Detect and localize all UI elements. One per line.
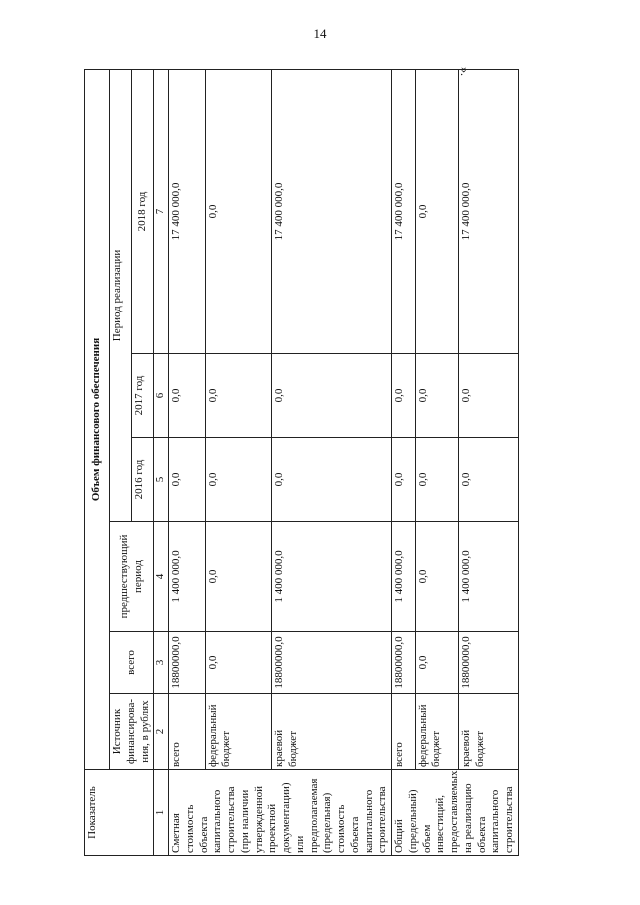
financing-table: [84, 69, 519, 856]
col-num: 4: [154, 522, 169, 632]
prev-cell: 0,0: [415, 522, 458, 632]
table-row: [205, 69, 272, 855]
y2017-cell: 0,0: [205, 354, 272, 438]
header-previous: предшествующий период: [110, 522, 154, 632]
y2018-cell: 17 400 000,0: [169, 69, 206, 353]
table-row: [392, 69, 416, 855]
y2017-cell: 0,0: [415, 354, 458, 438]
prev-cell: 1 400 000,0: [392, 522, 416, 632]
y2017-cell: 0,0: [392, 354, 416, 438]
header-period: Период реализации: [110, 69, 132, 521]
indicator-cell: Общий (предельный) объем инвестиций, предоставляемых на реализацию объекта капитального строительства: [392, 770, 519, 856]
total-cell: 18800000,0: [392, 632, 416, 694]
table-row: [272, 69, 392, 855]
header-2018: 2018 год: [132, 69, 154, 353]
y2018-cell: 0,0: [205, 69, 272, 353]
header-indicator: Показатель: [85, 770, 154, 856]
y2018-cell: 17 400 000,0: [458, 69, 518, 353]
header-2017: 2017 год: [132, 354, 154, 438]
y2016-cell: 0,0: [272, 438, 392, 522]
table-row: [415, 69, 458, 855]
header-2016: 2016 год: [132, 438, 154, 522]
y2018-cell: 17 400 000,0: [272, 69, 392, 353]
y2016-cell: 0,0: [169, 438, 206, 522]
header-volume: Объем финансового обеспечения: [85, 69, 110, 769]
prev-cell: 0,0: [205, 522, 272, 632]
col-num: 5: [154, 438, 169, 522]
total-cell: 18800000,0: [272, 632, 392, 694]
rotated-table-container: [84, 70, 515, 856]
source-cell: краевой бюджет: [458, 694, 518, 770]
source-cell: всего: [169, 694, 206, 770]
y2016-cell: 0,0: [205, 438, 272, 522]
page-number: 14: [313, 26, 327, 41]
source-cell: федеральный бюджет: [415, 694, 458, 770]
total-cell: 0,0: [205, 632, 272, 694]
column-numbers-row: [154, 69, 169, 855]
col-num: 3: [154, 632, 169, 694]
y2016-cell: 0,0: [415, 438, 458, 522]
header-total: всего: [110, 632, 154, 694]
prev-cell: 1 400 000,0: [272, 522, 392, 632]
col-num: 6: [154, 354, 169, 438]
indicator-cell: Сметная стоимость объекта капитального строительства (при наличии утвержденной проектной документации) или предполагаемая (предельная) стоимость объекта капитального строительства: [169, 770, 392, 856]
y2018-cell: 0,0: [415, 69, 458, 353]
header-source: Источник финансирова-ния, в рублях: [110, 694, 154, 770]
y2016-cell: 0,0: [392, 438, 416, 522]
table-row: [458, 69, 518, 855]
prev-cell: 1 400 000,0: [169, 522, 206, 632]
total-cell: 0,0: [415, 632, 458, 694]
total-cell: 18800000,0: [169, 632, 206, 694]
col-num: 1: [154, 770, 169, 856]
y2016-cell: 0,0: [458, 438, 518, 522]
source-cell: краевой бюджет: [272, 694, 392, 770]
col-num: 7: [154, 69, 169, 353]
y2017-cell: 0,0: [169, 354, 206, 438]
y2017-cell: 0,0: [458, 354, 518, 438]
end-mark: ».: [458, 67, 472, 76]
total-cell: 18800000,0: [458, 632, 518, 694]
source-cell: федеральный бюджет: [205, 694, 272, 770]
source-cell: всего: [392, 694, 416, 770]
col-num: 2: [154, 694, 169, 770]
y2018-cell: 17 400 000,0: [392, 69, 416, 353]
table-row: [169, 69, 206, 855]
prev-cell: 1 400 000,0: [458, 522, 518, 632]
y2017-cell: 0,0: [272, 354, 392, 438]
